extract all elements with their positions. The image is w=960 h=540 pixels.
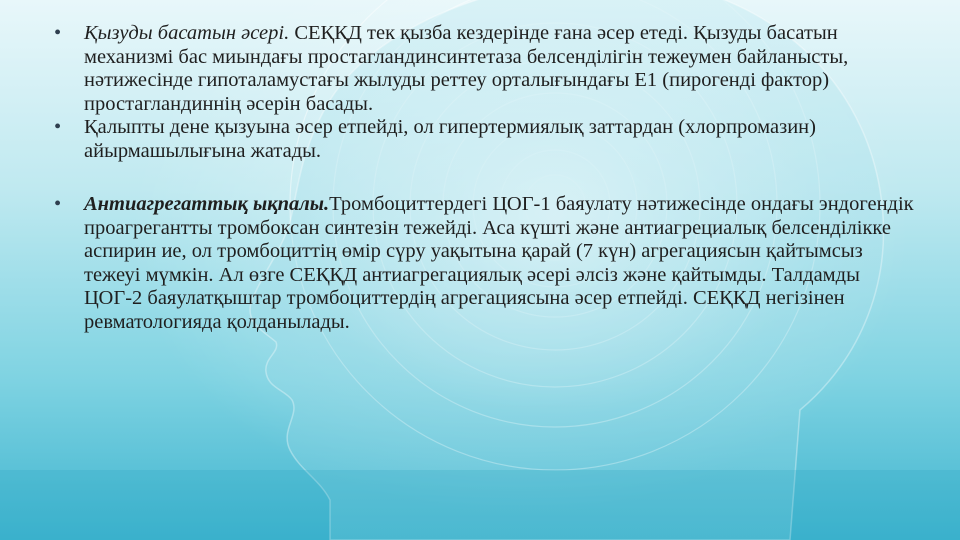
bullet-item-antiaggregant — [54, 193, 914, 334]
bottom-shade — [0, 470, 960, 540]
bullet-list — [54, 22, 914, 334]
bullet-item-normal-temperature — [54, 116, 914, 163]
bullet-text-antipyretic: СЕҚҚД тек қызба кездерінде ғана әсер етеді. Қызуды басатын механизмі бас миындағы простагландинсинтетаза белсенділігін тежеумен байланысты, нәтижесінде гипоталамустағы жылуды реттеу орталығындағы Е1 (пирогенді фактор) простагландиннің әсерін басады. — [84, 22, 849, 115]
bullet-text-antiaggregant: Тромбоциттердегі ЦОГ-1 баяулату нәтижесінде ондағы эндогендік проагрегантты тромбоксан синтезін тежейді. Аса күшті және антиагрециалық белсенділікке аспирин ие, ол тромбоциттің өмір сүру уақытына қарай (7 күн) агрегациясын қайтымсыз тежеуі мүмкін. Ал өзге СЕҚҚД антиагрегациялық әсері әлсіз және қайтымды. Талдамды ЦОГ-2 баяулатқыштар тромбоциттердің агрегациясына әсер етпейді. СЕҚҚД негізінен ревматологияда қолданылады. — [84, 193, 914, 333]
bullet-lead-antipyretic: Қызуды басатын әсері. — [84, 22, 290, 44]
slide-text-body — [54, 22, 914, 334]
bullet-item-antipyretic — [54, 22, 914, 116]
bullet-text-normal-temperature: Қалыпты дене қызуына әсер етпейді, ол гипертермиялық заттардан (хлорпромазин) айырмашылығына жатады. — [84, 116, 816, 162]
bullet-icon: • — [54, 22, 62, 44]
bullet-lead-antiaggregant: Антиагрегаттық ықпалы. — [84, 193, 330, 215]
bullet-icon: • — [54, 116, 62, 138]
bullet-icon: • — [54, 193, 62, 215]
